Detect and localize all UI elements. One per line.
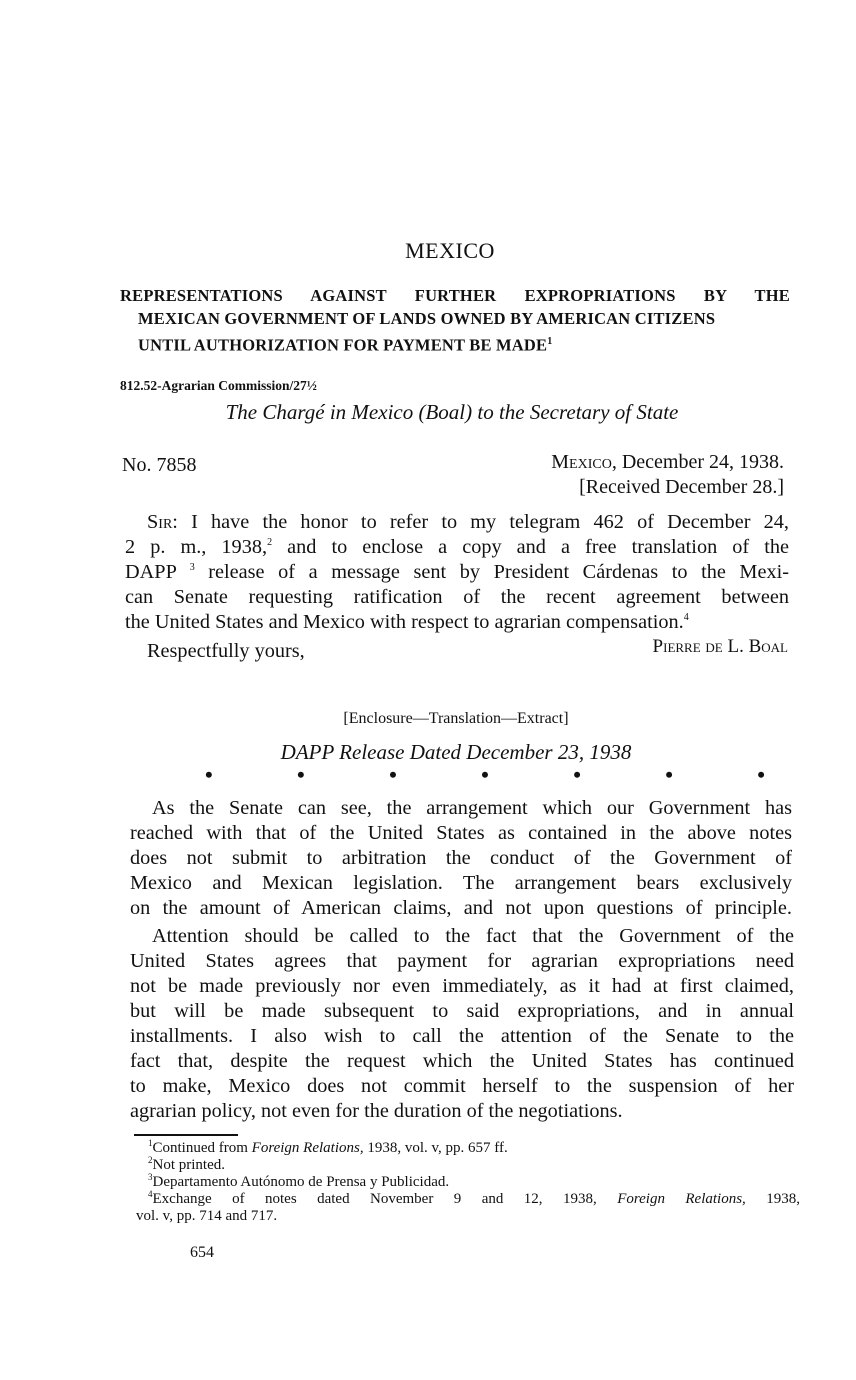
salutation: Sir: [147,511,178,533]
footnote-3: $^3$Departamento Autónomo de Prensa y Publicidad. [148,1172,450,1190]
footnote-ref-2: 2 [267,537,273,549]
letter-subject: The Chargé in Mexico (Boal) to the Secretary of State [225,400,679,424]
closing: Respectfully yours, [147,640,305,662]
heading-line-1: REPRESENTATIONS AGAINST FURTHER EXPROPRIATIONS BY THE [120,286,790,305]
received-date: [Received December 28.] [579,476,784,498]
footnote-rule [134,1134,238,1136]
signature: Pierre de L. Boal [652,636,788,657]
page-number: 654 [190,1244,214,1261]
dateline-place: Mexico, [551,451,617,473]
footnote-1: $^1$Continued from Foreign Relations, 1938, vol. v, pp. 657 ff. [148,1138,508,1156]
ellipsis-row: • • • • • • • [205,762,765,787]
footnote-ref-3: 3 [189,562,195,574]
footnote-4-continued: vol. v, pp. 714 and 717. [136,1208,278,1224]
dateline [551,450,784,500]
release-title: DAPP Release Dated December 23, 1938 [280,740,632,764]
heading-line-2: MEXICAN GOVERNMENT OF LANDS OWNED BY AMERICAN CITIZENS [138,309,716,328]
document-heading [120,284,790,357]
letter-body: Sir: I have the honor to refer to my telegram 462 of December 24, 2 p. m., 1938,$^2$ and to enclose a copy and a free translation of the DAPP $^3$ release of a message sent by President Cárdenas to the Mexi- can Senate requesting ratification of the recent agreement between the United States and Mexico with respect to agrarian compensation.$^4$ [125,511,789,633]
body-paragraph-1: As the Senate can see, the arrangement which our Government has reached with that of the United States as contained in the above notes does not submit to arbitration the conduct of the Government of Mexico and Mexican legislation. The arrangement bears exclusively on the amount of American claims, and not upon questions of principle. [130,797,792,919]
document-number: No. 7858 [122,454,197,476]
dateline-date: December 24, 1938. [621,451,784,473]
file-number: 812.52-Agrarian Commission/27½ [120,378,317,393]
footnotes [136,1138,800,1225]
footnote-ref-4: 4 [683,612,689,624]
footnote-2: $^2$Not printed. [148,1155,225,1173]
section-title: MEXICO [405,238,495,263]
heading-line-3: UNTIL AUTHORIZATION FOR PAYMENT BE MADE [138,335,548,355]
body-paragraph-2: Attention should be called to the fact that the Government of the United States agrees that payment for agrarian expropriations need not be made previously nor even immediately, as it had at first claimed, but will be made subsequent to said expropriations, and in annual installments. I also wish to call the attention of the Senate to the fact that, despite the request which the United States has continued to make, Mexico does not commit herself to the suspension of her agrarian policy, not even for the duration of the negotiations. [130,925,794,1122]
footnote-4: $^4$Exchange of notes dated November 9 and 12, 1938, Foreign Relations, 1938, [148,1189,800,1207]
enclosure-label: [Enclosure—Translation—Extract] [343,710,569,727]
heading-footnote-mark: 1 [547,336,553,347]
